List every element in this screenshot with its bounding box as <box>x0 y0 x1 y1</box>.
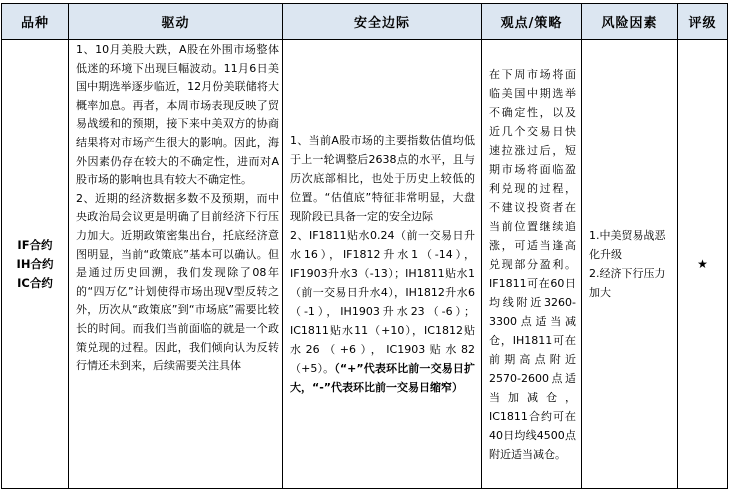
safety-note: （“+”代表环比前一交易日扩大，“-”代表环比前一交易日缩窄） <box>290 362 475 394</box>
safety-paragraph-1: 1、当前A股市场的主要指数估值均低于上一轮调整后2638点的水平，且与历次底部相比，也处于历史上较低的位置。“估值底”特征非常明显，大盘现阶段已具备一定的安全边际 <box>290 134 475 223</box>
view-strategy-cell <box>482 40 582 489</box>
star-icon: ★ <box>697 257 708 271</box>
safety-basis-text: 2、IF1811贴水0.24（前一交易日升水16），IF1812升水1（-14），IF1903升水3（-13）；IH1811贴水1（前一交易日升水4），IH1812升水6（-1），IH1903升水23（-6）；IC1811贴水11（+10），IC1812贴水26（+6），IC1903贴水82（+5）。 <box>290 229 475 375</box>
variety-ih: IH合约 <box>16 256 54 271</box>
header-view-strategy: 观点/策略 <box>482 4 582 40</box>
variety-ic: IC合约 <box>17 275 53 290</box>
risk-factors-cell <box>582 40 678 489</box>
variety-cell <box>2 40 69 489</box>
header-variety: 品种 <box>2 4 69 40</box>
header-row <box>2 4 728 40</box>
rating-cell <box>678 40 728 489</box>
risk-item-1: 1.中美贸易战恶化升级 <box>589 229 666 261</box>
driver-paragraph-1: 1、10月美股大跌，A股在外围市场整体低迷的环境下出现巨幅波动。11月6日美国中期选举逐步临近，12月份美联储将大概率加息。再者，本周市场表现反映了贸易战缓和的预期，接下来中美双方的协商结果将对市场产生很大的影响。因此，海外因素仍存在较大的不确定性，进而对A股市场的影响也具有较大不确定性。 <box>76 43 279 187</box>
variety-if: IF合约 <box>17 237 53 252</box>
view-text: 在下周市场将面临美国中期选举不确定性，以及近几个交易日快速拉涨过后，短期市场将面临盈利兑现的过程，不建议投资者在当前位置继续追涨，可适当逢高兑现部分盈利。IF1811可在60日均线附近3260-3300点适当减仓，IH1811可在前期高点附近2570-2600点适当加减仓，IC1811合约可在40日均线4500点附近适当减仓。 <box>489 67 576 461</box>
safety-margin-cell <box>283 40 482 489</box>
table-row <box>2 40 728 489</box>
driver-cell <box>69 40 283 489</box>
header-risk-factors: 风险因素 <box>582 4 678 40</box>
futures-strategy-table <box>1 3 728 489</box>
header-safety-margin: 安全边际 <box>283 4 482 40</box>
risk-item-2: 2.经济下行压力加大 <box>589 267 666 299</box>
header-driver: 驱动 <box>69 4 283 40</box>
safety-paragraph-2 <box>290 226 475 397</box>
driver-paragraph-2: 2、近期的经济数据多数不及预期，而中央政治局会议更是明确了目前经济下行压力加大。近期政策密集出台，托底经济意图明显，当前“政策底”基本可以确认。但是通过历史回溯，我们发现除了08年的“四万亿”计划使得市场出现V型反转之外，历次从“政策底”到“市场底”需要比较长的时间。而我们当前面临的就是一个政策兑现的过程。因此，我们倾向认为反转行情还未到来，后续需要关注具体 <box>76 191 279 373</box>
header-rating: 评级 <box>678 4 728 40</box>
